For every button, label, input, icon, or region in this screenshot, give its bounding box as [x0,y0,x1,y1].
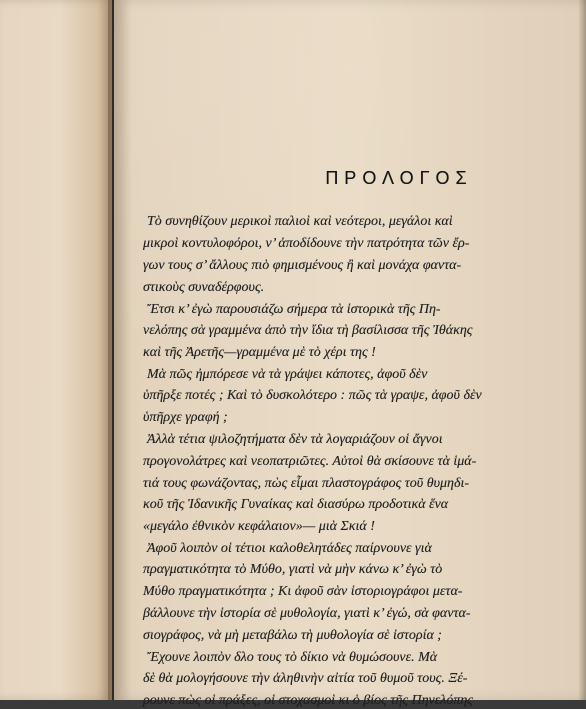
text-line-13: τιά τους φωνάζοντας, πὼς εἶμαι πλαστογράφος τοῦ θυμηδι- [143,476,470,491]
page-title: ΠΡΟΛΟΓΟΣ [325,168,473,188]
text-line-12: προγονολάτρες καὶ νεοπατριῶτες. Αὐτοὶ θὰ σκίσουνε τὰ ἱμά- [143,454,477,469]
right-page-edge-shadow [578,0,586,700]
left-page [0,0,112,700]
text-line-15: «μεγάλο ἐθνικὸν κεφάλαιον»— μιὰ Σκιά ! [143,519,375,534]
body-text [114,0,586,708]
text-line-6: νελόπης σὰ γραμμένα ἀπὸ τὴν ἴδια τὴ βασίλισσα τῆς Ἰθάκης [143,323,473,338]
text-line-17: πραγματικότητα τὸ Μύθο, γιατὶ νὰ μὴν κάνω κ’ ἐγὼ τὸ [143,562,443,577]
text-line-21: Ἔχουνε λοιπὸν δλο τους τὸ δίκιο νὰ θυμώσουνε. Μὰ [147,650,438,665]
text-line-11: Ἀλλὰ τέτια ψιλοζητήματα δὲν τὰ λογαριάζουν οἱ ἄγνοι [147,432,443,447]
text-line-22: δὲ θὰ μολογήσουνε τὴν ἀληθινὴν αἰτία τοῦ θυμοῦ τους. Ξέ- [143,671,468,686]
text-line-20: σιογράφος, νὰ μὴ μεταβάλω τὴ μυθολογία σὲ ἱστορία ; [143,628,442,643]
text-line-10: ὑπῆρχε γραφή ; [143,410,228,425]
text-line-23: ρουνε πὼς οἱ πράξες, οἱ στοχασμοὶ κι ὁ βίος τῆς Πηνελόπης [143,693,473,708]
text-line-9: ὑπῆρξε ποτές ; Καὶ τὸ δυσκολότερο : πῶς τὰ γραψε, ἀφοῦ δὲν [143,388,482,403]
text-line-1: Τὸ συνηθίζουν μερικοὶ παλιοὶ καὶ νεότεροι, μεγάλοι καὶ [147,214,453,229]
right-page [114,0,586,708]
text-line-19: βάλλουνε τὴν ἱστορία σὲ μυθολογία, γιατὶ κ’ ἐγώ, σὰ φαντα- [143,606,471,621]
text-line-7: καὶ τῆς Ἀρετῆς—γραμμένα μὲ τὸ χέρι της ! [143,345,376,360]
text-line-14: κοῦ τῆς Ἰδανικῆς Γυναίκας καὶ διασύρω προδοτικὰ ἕνα [143,497,449,512]
text-line-4: στικοὺς συναδέρφους. [143,280,265,295]
text-line-18: Μύθο πραγματικότητα ; Κι ἀφοῦ σὰν ἱστοριογράφοι μετα- [143,584,463,599]
text-line-3: γων τους σ’ ἄλλους πιὸ φημισμένους ἢ καὶ μονάχα φαντα- [143,258,462,273]
text-line-8: Μὰ πῶς ἠμπόρεσε νὰ τὰ γράψει κάποτες, ἀφοῦ δὲν [147,367,428,382]
text-line-5: Ἔτσι κ’ ἐγὼ παρουσιάζω σήμερα τὰ ἱστορικὰ τῆς Πη- [147,302,441,317]
text-line-16: Ἀφοῦ λοιπὸν οἱ τέτιοι καλοθελητάδες παίρνουνε γιὰ [147,541,432,556]
text-line-2: μικροὶ κοντυλοφόροι, ν’ ἀποδίδουνε τὴν πατρότητα τῶν ἔρ- [143,236,470,251]
